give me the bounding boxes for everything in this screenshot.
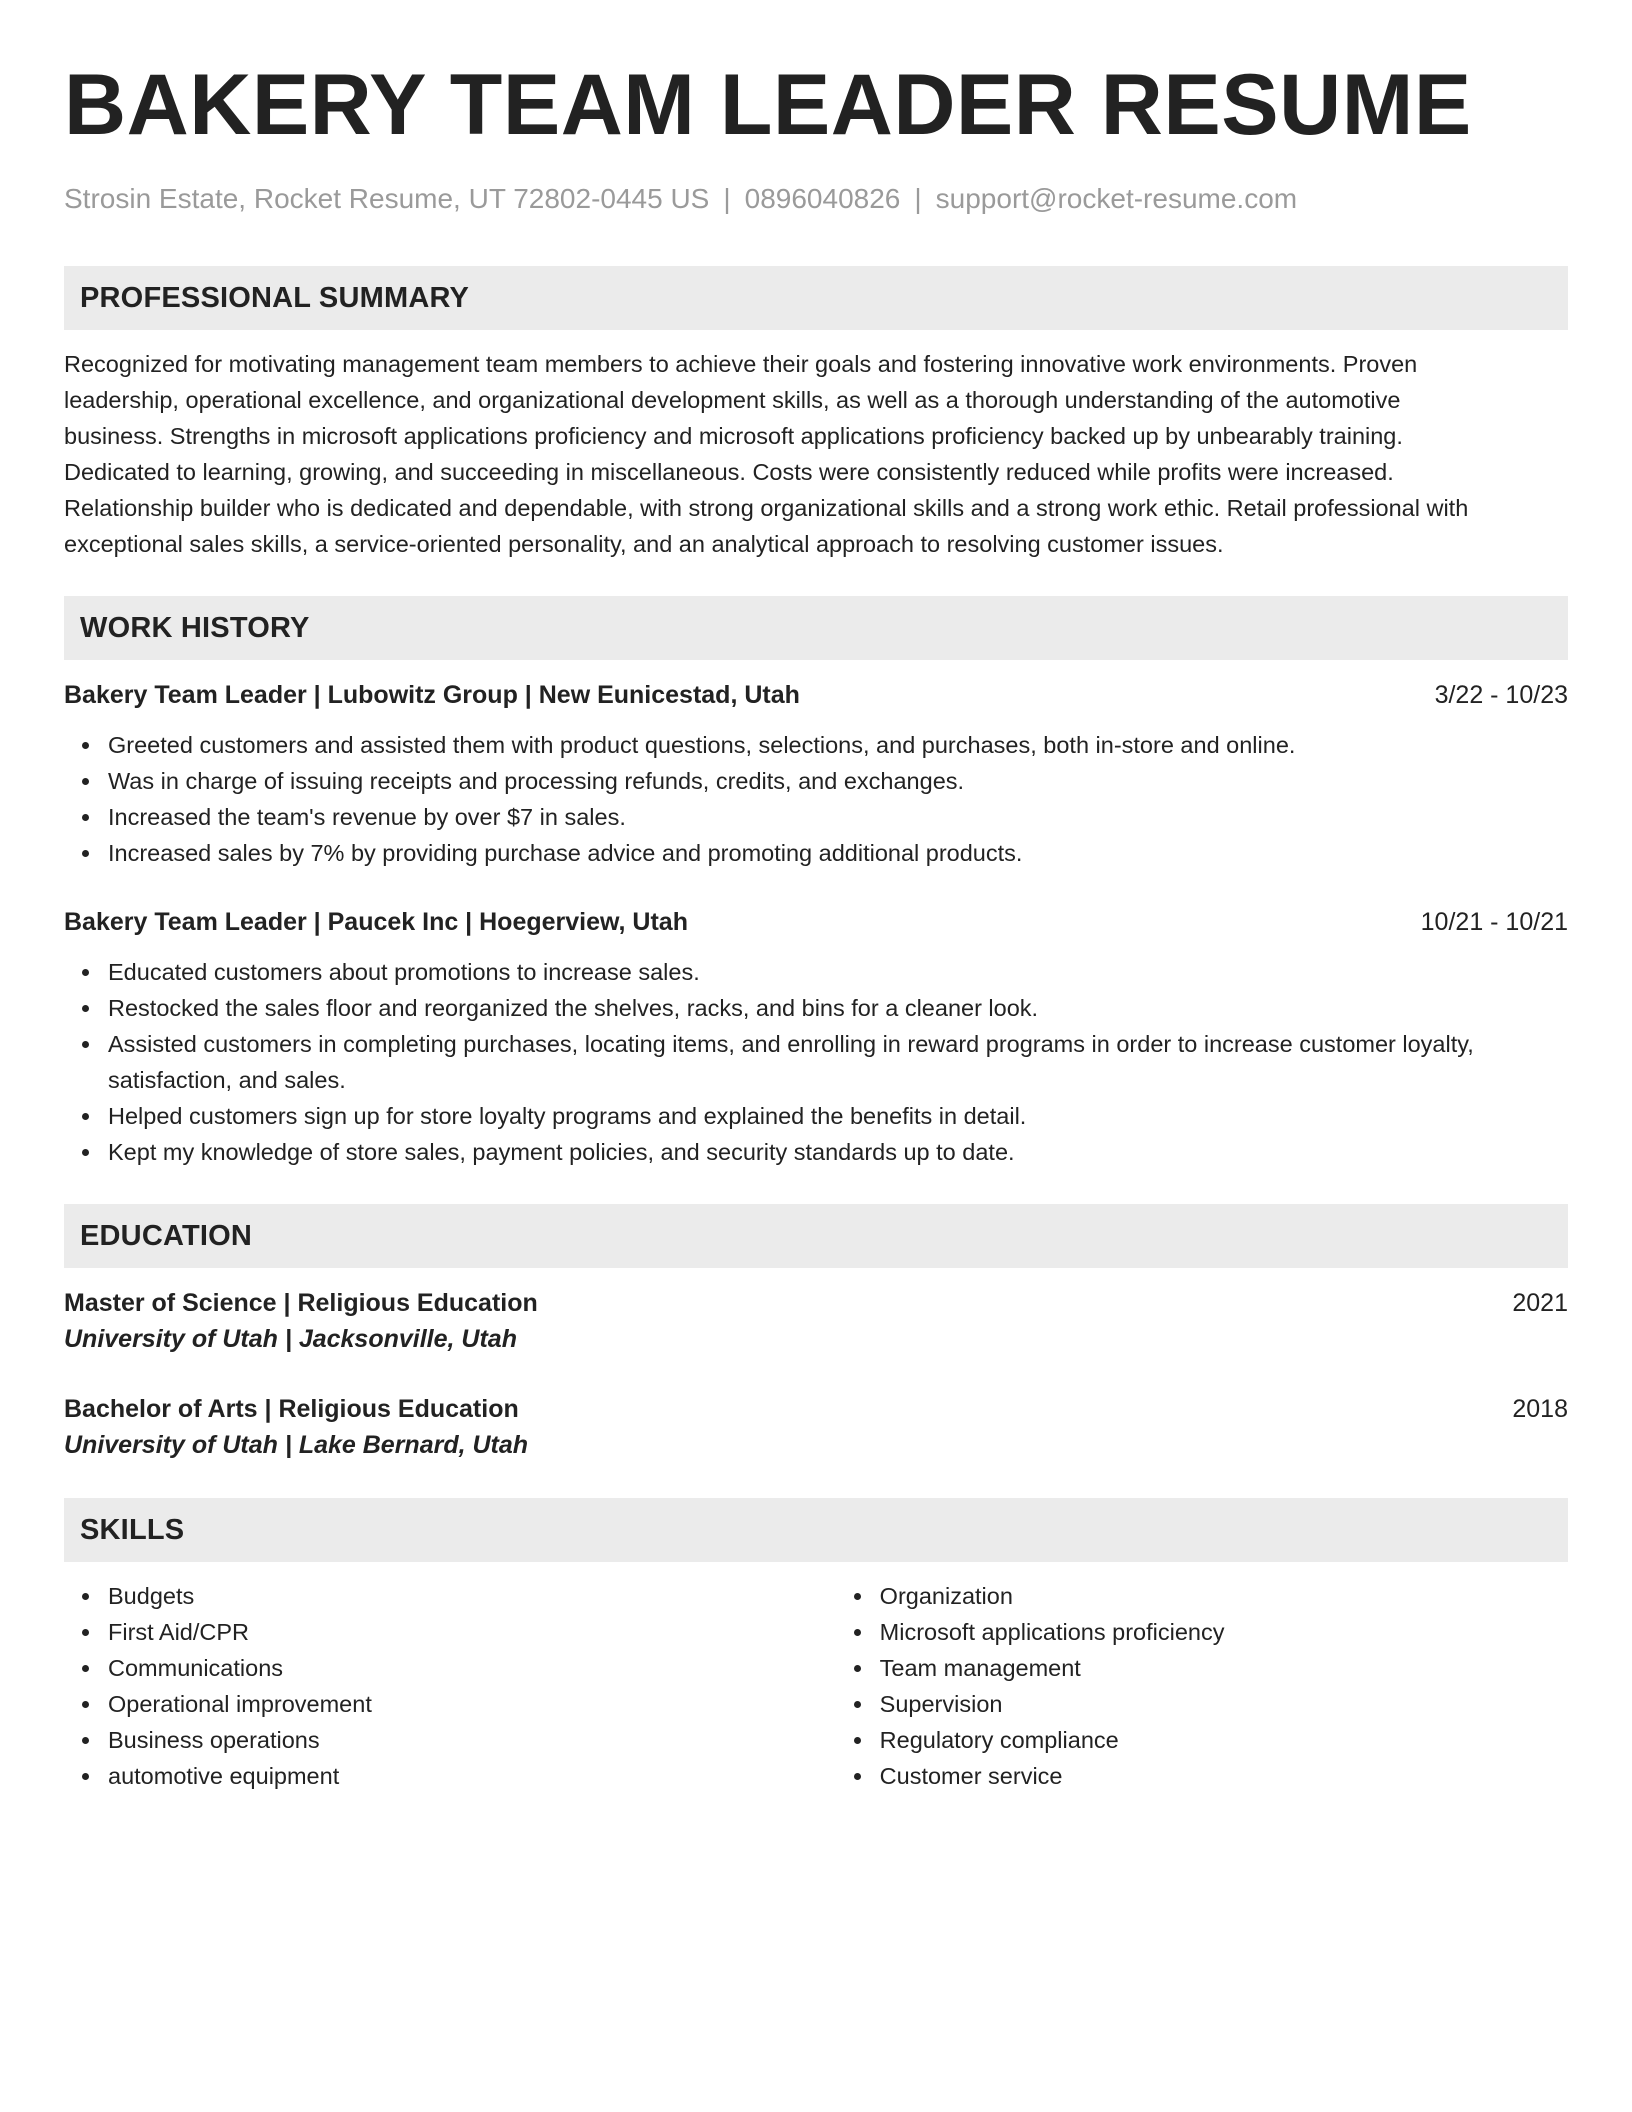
skill-item: Organization	[880, 1578, 1568, 1614]
skill-item: Regulatory compliance	[880, 1722, 1568, 1758]
contact-email: support@rocket-resume.com	[935, 183, 1298, 214]
job-header	[64, 678, 1568, 712]
education-header	[64, 1392, 1568, 1426]
summary-heading: PROFESSIONAL SUMMARY	[64, 266, 1568, 330]
education-entry	[64, 1286, 1568, 1358]
graduation-year: 2021	[1512, 1289, 1568, 1317]
job-bullets	[64, 954, 1568, 1170]
contact-separator: |	[723, 183, 731, 214]
job-bullet: Kept my knowledge of store sales, payment policies, and security standards up to date.	[108, 1134, 1568, 1170]
job-entry	[64, 905, 1568, 1170]
skills-column-left	[64, 1578, 836, 1794]
job-entry	[64, 678, 1568, 871]
job-title: Bakery Team Leader | Paucek Inc | Hoegerview, Utah	[64, 908, 688, 936]
summary-line: Dedicated to learning, growing, and succeeding in miscellaneous. Costs were consistently reduced while profits were increased.	[64, 459, 1394, 485]
work-history-heading: WORK HISTORY	[64, 596, 1568, 660]
contact-separator: |	[914, 183, 922, 214]
school-name: University of Utah | Lake Bernard, Utah	[64, 1431, 529, 1459]
skill-item: Customer service	[880, 1758, 1568, 1794]
job-bullet: Increased sales by 7% by providing purchase advice and promoting additional products.	[108, 835, 1568, 871]
skill-item: Business operations	[108, 1722, 836, 1758]
job-title: Bakery Team Leader | Lubowitz Group | New Eunicestad, Utah	[64, 681, 800, 709]
job-bullet: Greeted customers and assisted them with product questions, selections, and purchases, both in-store and online.	[108, 727, 1568, 763]
job-bullet: Restocked the sales floor and reorganized the shelves, racks, and bins for a cleaner look.	[108, 990, 1568, 1026]
summary-line: exceptional sales skills, a service-oriented personality, and an analytical approach to resolving customer issues.	[64, 531, 1224, 557]
summary-line: Relationship builder who is dedicated and dependable, with strong organizational skills and a strong work ethic. Retail professional with	[64, 495, 1469, 521]
skill-item: Communications	[108, 1650, 836, 1686]
degree-title: Bachelor of Arts | Religious Education	[64, 1395, 519, 1423]
skill-item: Team management	[880, 1650, 1568, 1686]
skill-item: automotive equipment	[108, 1758, 836, 1794]
graduation-year: 2018	[1512, 1395, 1568, 1423]
contact-phone: 0896040826	[744, 183, 901, 214]
job-bullets	[64, 727, 1568, 871]
summary-line: Recognized for motivating management team members to achieve their goals and fostering innovative work environments. Proven	[64, 351, 1418, 377]
job-bullet: Was in charge of issuing receipts and processing refunds, credits, and exchanges.	[108, 763, 1568, 799]
education-header	[64, 1286, 1568, 1320]
resume-title: BAKERY TEAM LEADER RESUME	[64, 57, 1472, 153]
job-bullet: Assisted customers in completing purchases, locating items, and enrolling in reward programs in order to increase customer loyalty, satisfaction, and sales.	[108, 1026, 1568, 1098]
summary-line: leadership, operational excellence, and organizational development skills, as well as a thorough understanding of the automotive	[64, 387, 1401, 413]
job-bullet: Helped customers sign up for store loyalty programs and explained the benefits in detail.	[108, 1098, 1568, 1134]
job-dates: 10/21 - 10/21	[1420, 908, 1568, 936]
skill-item: Supervision	[880, 1686, 1568, 1722]
education-heading: EDUCATION	[64, 1204, 1568, 1268]
degree-title: Master of Science | Religious Education	[64, 1289, 538, 1317]
summary-line: business. Strengths in microsoft applications proficiency and microsoft applications proficiency backed up by unbearably training.	[64, 423, 1403, 449]
skill-item: Budgets	[108, 1578, 836, 1614]
skill-item: Microsoft applications proficiency	[880, 1614, 1568, 1650]
job-header	[64, 905, 1568, 939]
skills-column-right	[836, 1578, 1568, 1794]
job-dates: 3/22 - 10/23	[1434, 681, 1568, 709]
skills-columns	[64, 1578, 1568, 1794]
skill-item: First Aid/CPR	[108, 1614, 836, 1650]
skills-heading: SKILLS	[64, 1498, 1568, 1562]
skill-item: Operational improvement	[108, 1686, 836, 1722]
education-entry	[64, 1392, 1568, 1464]
school-name: University of Utah | Jacksonville, Utah	[64, 1325, 517, 1353]
job-bullet: Increased the team's revenue by over $7 in sales.	[108, 799, 1568, 835]
job-bullet: Educated customers about promotions to increase sales.	[108, 954, 1568, 990]
contact-line	[64, 182, 1568, 216]
contact-address: Strosin Estate, Rocket Resume, UT 72802-0445 US	[64, 183, 710, 214]
summary-text	[64, 346, 1568, 562]
